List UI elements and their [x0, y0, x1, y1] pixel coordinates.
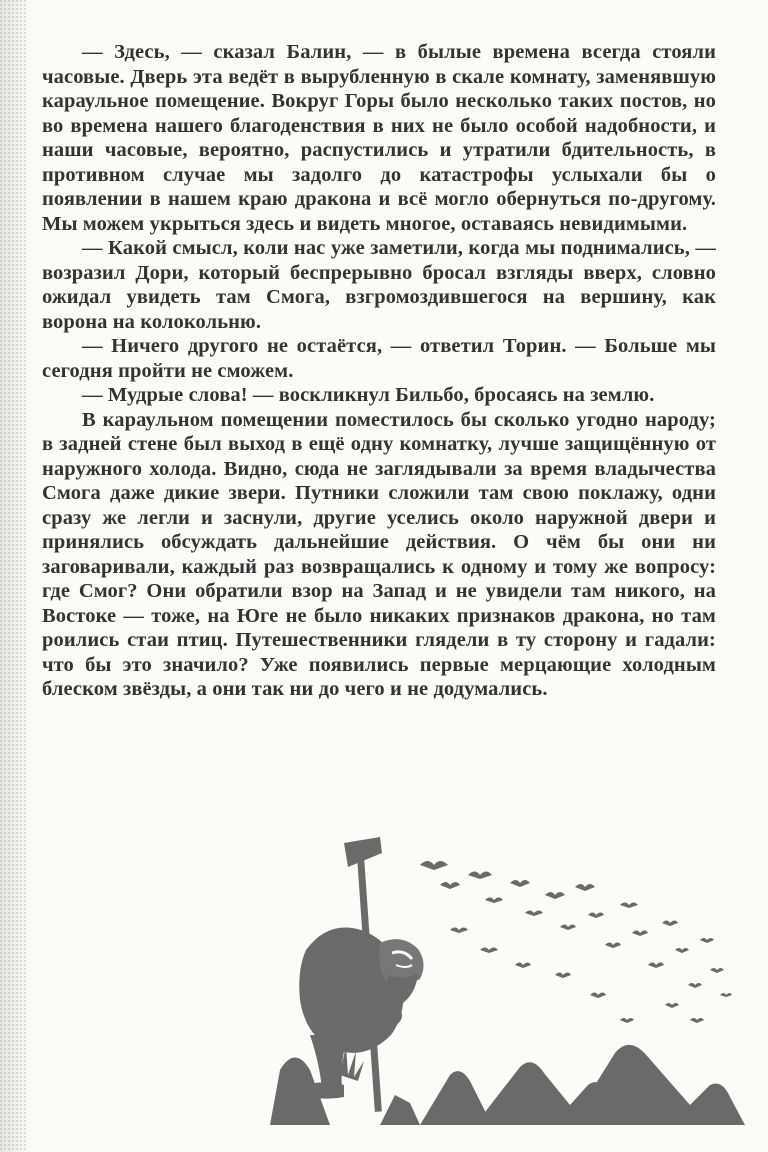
birds-flock [420, 861, 732, 1023]
paragraph-thorin: — Ничего другого не остаётся, — ответил Торин. — Больше мы сегодня пройти не сможем. [42, 335, 716, 382]
paragraph-dori: — Какой смысл, коли нас уже заметили, когда мы поднимались, — возразил Дори, который беспрерывно бросал взгляды вверх, словно ожидал увидеть там Смога, взгромоздившегося на вершину, как ворона на колокольню. [42, 237, 716, 333]
body-text [42, 40, 716, 702]
dwarf-figure [270, 837, 424, 1125]
dwarf-watching-birds-illustration [270, 835, 745, 1125]
illustration-svg [270, 835, 745, 1125]
paragraph-guardroom: В караульном помещении поместилось бы сколько угодно народу; в задней стене был выход в ещё одну комнатку, лучше защищённую от наружного холода. Видно, сюда не заглядывали за время владычества Смога даже дикие звери. Путники сложили там свою поклажу, одни сразу же легли и заснули, другие уселись около наружной двери и принялись обсуждать дальнейшие действия. О чём бы они ни заговаривали, каждый раз возвращались к одному и тому же вопросу: где Смог? Они обратили взор на Запад и не увидели там никого, на Востоке — тоже, на Юге не было никаких признаков дракона, но там роились стаи птиц. Путешественники глядели в ту сторону и гадали: что бы это значило? Уже появились первые мерцающие холодным блеском звёзды, а они так ни до чего и не додумались. [42, 408, 716, 700]
paragraph-bilbo: — Мудрые слова! — воскликнул Бильбо, бросаясь на землю. [82, 384, 655, 406]
paragraph-balin: — Здесь, — сказал Балин, — в былые времена всегда стояли часовые. Дверь эта ведёт в вырубленную в скале комнату, заменявшую караульное помещение. Вокруг Горы было несколько таких постов, но во времена нашего благоденствия в них не было особой надобности, и наши часовые, вероятно, распустились и утратили бдительность, в противном случае мы задолго до катастрофы услыхали бы о появлении в нашем краю дракона и всё могло обернуться по-другому. Мы можем укрыться здесь и видеть многое, оставаясь невидимыми. [42, 41, 716, 235]
mountains [420, 1045, 745, 1125]
page-edge-shadow [0, 0, 28, 1152]
